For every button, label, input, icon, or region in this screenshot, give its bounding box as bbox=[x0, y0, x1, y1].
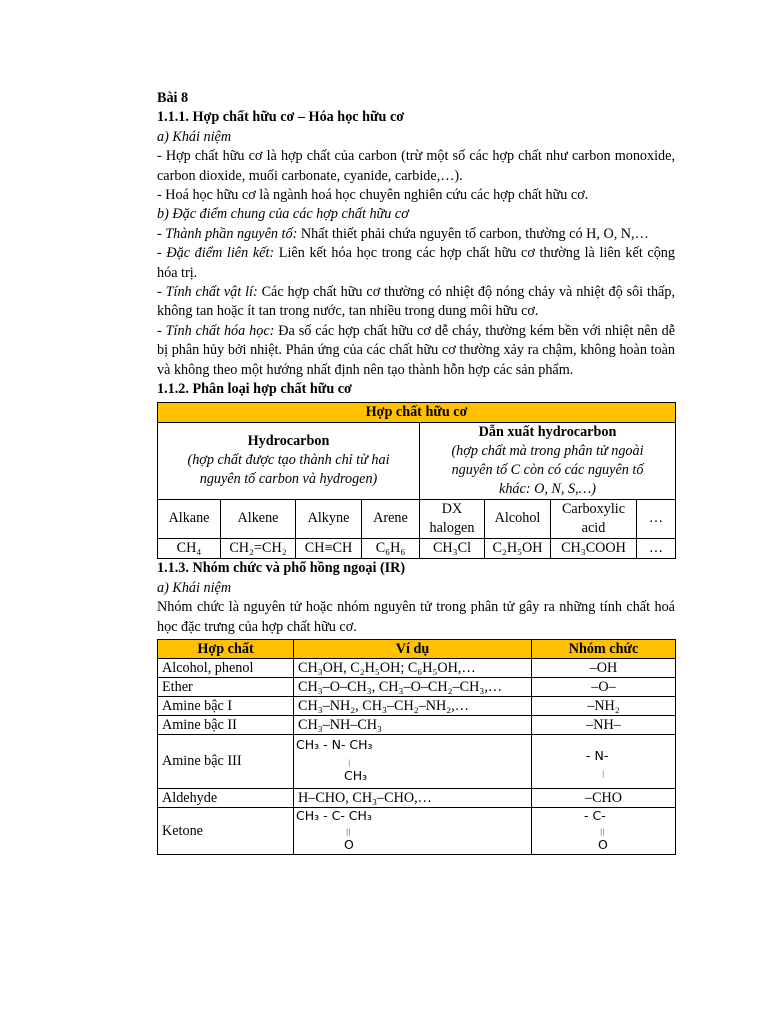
example-cell: CH₃Cl bbox=[420, 538, 485, 558]
col-header-compound: Hợp chất bbox=[158, 639, 294, 658]
section-1b-title: b) Đặc điểm chung của các hợp chất hữu cơ bbox=[157, 206, 409, 223]
class-cell: Alcohol bbox=[485, 499, 551, 538]
section-1-title: 1.1.1. Hợp chất hữu cơ – Hóa học hữu cơ bbox=[157, 109, 405, 126]
group-cell: –CHO bbox=[532, 788, 676, 807]
table-row bbox=[158, 658, 676, 677]
formula-main-chain: CH₃ - C- CH₃ bbox=[296, 807, 372, 823]
col-header-example: Ví dụ bbox=[294, 639, 532, 658]
table-row bbox=[158, 788, 676, 807]
feature-text: Liên kết hóa học trong các hợp chất hữu cơ thường là liên kết cộng hóa trị. bbox=[157, 245, 675, 281]
example-cell: CH₃–O–CH₃, CH₃–O–CH₂–CH₃,… bbox=[294, 677, 532, 696]
double-bond-icon: || bbox=[346, 827, 351, 836]
class-cell: Arene bbox=[362, 499, 420, 538]
feature-item: - Thành phần nguyên tố: Nhất thiết phải chứa nguyên tố carbon, thường có H, O, N,… bbox=[157, 225, 649, 242]
feature-item: - Tính chất vật lí: Các hợp chất hữu cơ thường có nhiệt độ nóng chảy và nhiệt độ sôi thấp, không tan hoặc ít tan trong nước, tan nhiều trong dung môi hữu cơ. bbox=[157, 284, 675, 320]
class-cell: Carboxylic acid bbox=[551, 499, 637, 538]
group-main: - N- bbox=[586, 748, 609, 764]
class-cell: … bbox=[637, 499, 676, 538]
group-cell: –OH bbox=[532, 658, 676, 677]
hydrocarbon-cell bbox=[158, 422, 420, 499]
table-row bbox=[158, 715, 676, 734]
lesson-title: Bài 8 bbox=[157, 90, 189, 106]
table-header: Hợp chất hữu cơ bbox=[158, 402, 676, 422]
classification-table bbox=[157, 402, 676, 560]
example-cell bbox=[294, 734, 532, 788]
feature-item: - Tính chất hóa học: Đa số các hợp chất hữu cơ dễ cháy, thường kém bền với nhiệt nên dễ bị phân hủy bởi nhiệt. Phản ứng của các chất hữu cơ thường xảy ra chậm, không hoàn toàn và không theo một hướng nhất định nên tạo thành hỗn hợp các sản phẩm. bbox=[157, 322, 676, 378]
example-cell: C₂H₅OH bbox=[485, 538, 551, 558]
feature-item: - Đặc điểm liên kết: Liên kết hóa học trong các hợp chất hữu cơ thường là liên kết cộng hóa trị. bbox=[157, 245, 675, 281]
double-bond-icon: || bbox=[600, 827, 605, 836]
compound-cell: Amine bậc II bbox=[158, 715, 294, 734]
derivative-desc: (hợp chất mà trong phân tử ngoài nguyên tố C còn có các nguyên tố khác: O, N, S,…) bbox=[451, 442, 644, 497]
section-1a-title: a) Khái niệm bbox=[157, 128, 232, 145]
class-cell: DX halogen bbox=[420, 499, 485, 538]
group-cell: –O– bbox=[532, 677, 676, 696]
formula-branch: CH₃ bbox=[344, 768, 368, 784]
example-cell: C₆H₆ bbox=[362, 538, 420, 558]
class-cell: Alkane bbox=[158, 499, 221, 538]
section-2-title: 1.1.2. Phân loại hợp chất hữu cơ bbox=[157, 381, 352, 398]
feature-text: Các hợp chất hữu cơ thường có nhiệt độ nóng chảy và nhiệt độ sôi thấp, không tan hoặc ít tan trong nước, tan nhiều trong dung môi hữu cơ. bbox=[157, 284, 675, 320]
formula-branch: O bbox=[344, 836, 354, 852]
col-header-group: Nhóm chức bbox=[532, 639, 676, 658]
feature-text: Đa số các hợp chất hữu cơ dễ cháy, thường kém bền với nhiệt nên dễ bị phân hủy bởi nhiệt. Phản ứng của các chất hữu cơ thường xảy ra chậm, không hoàn toàn và không theo một hướng nhất định nên tạo thành hỗn hợp các sản phẩm. bbox=[157, 322, 676, 378]
example-cell: CH₃COOH bbox=[551, 538, 637, 558]
class-cell: Alkyne bbox=[296, 499, 362, 538]
example-cell: H–CHO, CH₃–CHO,… bbox=[294, 788, 532, 807]
group-structure bbox=[532, 808, 675, 854]
group-structure bbox=[532, 735, 675, 787]
group-cell bbox=[532, 807, 676, 854]
group-branch: O bbox=[598, 836, 608, 852]
section-1a-paragraph-1: - Hợp chất hữu cơ là hợp chất của carbon (trừ một số các hợp chất như carbon monoxide, carbon dioxide, muối carbonate, cyanide, carbide,…). bbox=[157, 148, 675, 184]
structural-formula bbox=[294, 808, 531, 854]
section-3-title: 1.1.3. Nhóm chức và phổ hồng ngoại (IR) bbox=[157, 560, 406, 577]
example-cell: CH≡CH bbox=[296, 538, 362, 558]
example-cell: … bbox=[637, 538, 676, 558]
example-cell bbox=[294, 807, 532, 854]
hydrocarbon-title: Hydrocarbon bbox=[247, 433, 330, 450]
example-cell: CH₃–NH₂, CH₃–CH₂–NH₂,… bbox=[294, 696, 532, 715]
group-cell bbox=[532, 734, 676, 788]
table-row bbox=[158, 677, 676, 696]
feature-label: Thành phần nguyên tố: bbox=[165, 225, 298, 242]
functional-group-table bbox=[157, 639, 676, 855]
feature-label: Tính chất vật lí: bbox=[165, 284, 258, 301]
example-cell: CH₄ bbox=[158, 538, 221, 558]
derivative-title: Dẫn xuất hydrocarbon bbox=[478, 423, 617, 440]
compound-cell: Ether bbox=[158, 677, 294, 696]
compound-cell: Aldehyde bbox=[158, 788, 294, 807]
table-row bbox=[158, 696, 676, 715]
feature-label: Tính chất hóa học: bbox=[165, 322, 275, 339]
section-3a-title: a) Khái niệm bbox=[157, 579, 232, 596]
example-cell: CH₂=CH₂ bbox=[221, 538, 296, 558]
compound-cell: Amine bậc I bbox=[158, 696, 294, 715]
compound-cell: Amine bậc III bbox=[158, 734, 294, 788]
formula-main-chain: CH₃ - N- CH₃ bbox=[296, 737, 373, 753]
derivative-cell bbox=[420, 422, 676, 499]
group-cell: –NH₂ bbox=[532, 696, 676, 715]
feature-label: Đặc điểm liên kết: bbox=[166, 245, 275, 262]
table-row bbox=[158, 807, 676, 854]
compound-cell: Alcohol, phenol bbox=[158, 658, 294, 677]
hydrocarbon-desc: (hợp chất được tạo thành chỉ từ hai nguyên tố carbon và hydrogen) bbox=[187, 452, 390, 488]
example-cell: CH₃OH, C₂H₅OH; C₆H₅OH,… bbox=[294, 658, 532, 677]
table-row bbox=[158, 734, 676, 788]
structural-formula bbox=[294, 735, 531, 787]
example-cell: CH₃–NH–CH₃ bbox=[294, 715, 532, 734]
feature-text: Nhất thiết phải chứa nguyên tố carbon, thường có H, O, N,… bbox=[297, 225, 649, 242]
section-1a-paragraph-2: - Hoá học hữu cơ là ngành hoá học chuyên nghiên cứu các hợp chất hữu cơ. bbox=[157, 187, 589, 204]
section-3a-paragraph: Nhóm chức là nguyên tử hoặc nhóm nguyên tử trong phân tử gây ra những tính chất hoá học đặc trưng của hợp chất hữu cơ. bbox=[157, 599, 675, 635]
group-main: - C- bbox=[584, 807, 606, 823]
bond-line-icon: | bbox=[348, 759, 351, 768]
document-page bbox=[157, 89, 675, 855]
group-cell: –NH– bbox=[532, 715, 676, 734]
class-cell: Alkene bbox=[221, 499, 296, 538]
bond-line-icon: | bbox=[602, 770, 605, 779]
compound-cell: Ketone bbox=[158, 807, 294, 854]
